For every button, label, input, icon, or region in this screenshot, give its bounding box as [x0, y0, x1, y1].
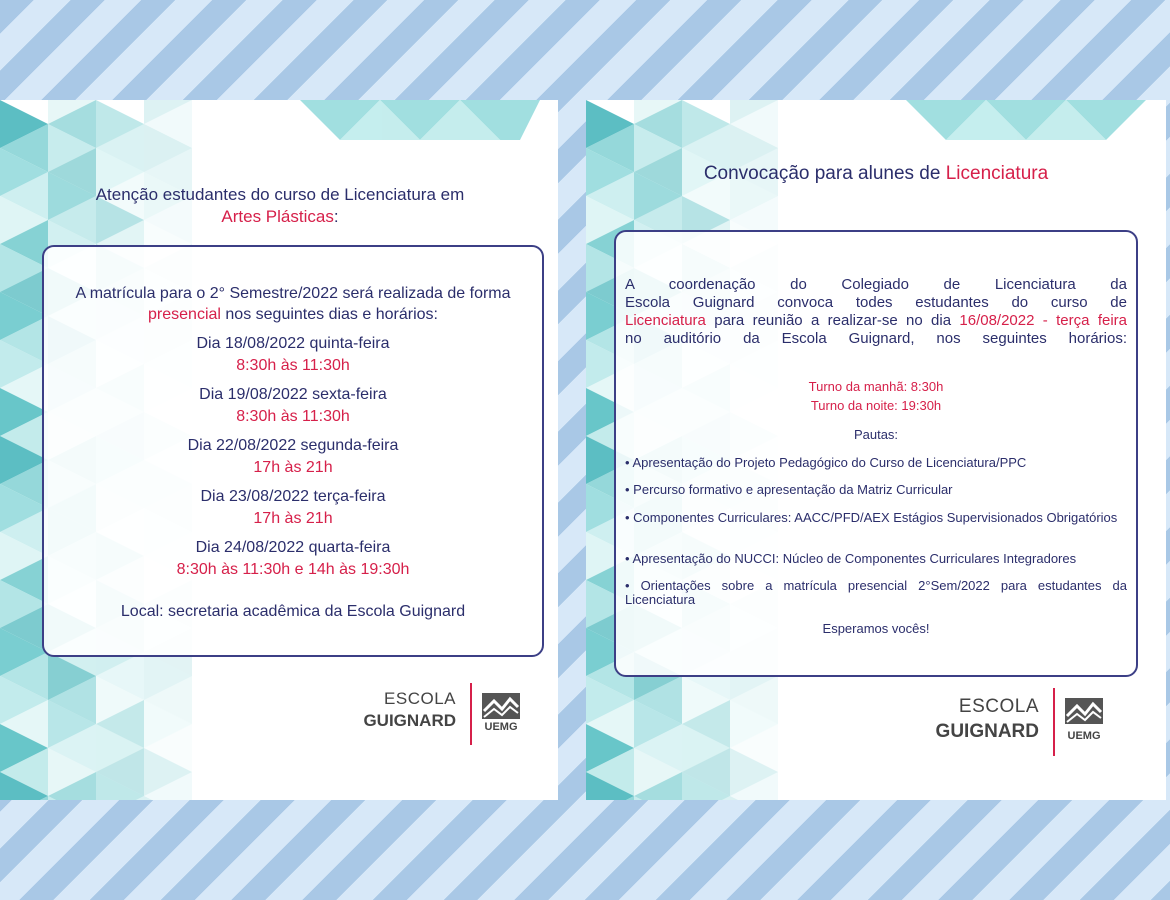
- day-label: Dia 18/08/2022 quinta-feira: [196, 335, 390, 352]
- intro-text: nos seguintes dias e horários:: [220, 306, 438, 323]
- date-highlight: 16/08/2022 - terça feira: [959, 312, 1127, 329]
- logo-divider: [470, 683, 472, 745]
- closing-text: Esperamos vocês!: [822, 621, 930, 636]
- enrollment-intro: [64, 283, 522, 325]
- turno-manha: Turno da manhã: 8:30h: [808, 379, 944, 394]
- location-text: Local: secretaria acadêmica da Escola Guignard: [120, 603, 466, 620]
- enrollment-notice-card: [0, 100, 558, 800]
- paragraph-line: no auditório da Escola Guignard, nos seguintes horários:: [625, 330, 1127, 347]
- pautas-label: Pautas:: [853, 427, 899, 442]
- schedule-day: [44, 537, 542, 581]
- meeting-notice-card: [586, 100, 1166, 800]
- escola-guignard-logo: [336, 683, 526, 745]
- intro-highlight: presencial: [148, 306, 221, 323]
- logo-escola-text: ESCOLA: [958, 696, 1039, 717]
- left-heading: [40, 184, 520, 228]
- paragraph-line: [625, 312, 1127, 330]
- heading-highlight: Licenciatura: [945, 163, 1049, 184]
- course-highlight: Licenciatura: [625, 312, 706, 329]
- intro-text: A matrícula para o 2° Semestre/2022 será realizada de forma: [75, 285, 511, 302]
- heading-line: Atenção estudantes do curso de Licenciatura em: [95, 185, 465, 204]
- logo-divider: [1053, 688, 1055, 756]
- day-label: Dia 23/08/2022 terça-feira: [200, 488, 386, 505]
- heading-colon: :: [333, 207, 339, 226]
- uemg-mountain-icon: [480, 691, 522, 721]
- day-label: Dia 22/08/2022 segunda-feira: [187, 437, 399, 454]
- day-time: 17h às 21h: [253, 510, 333, 527]
- paragraph-text: para reunião a realizar-se no dia: [705, 312, 960, 329]
- logo-uemg-text: UEMG: [484, 721, 518, 733]
- day-time: 8:30h às 11:30h: [236, 357, 350, 374]
- day-time: 17h às 21h: [253, 459, 333, 476]
- right-heading: [626, 162, 1126, 186]
- course-name-highlight: Artes Plásticas: [221, 207, 334, 226]
- meeting-paragraph: [625, 276, 1127, 348]
- logo-uemg-text: UEMG: [1067, 730, 1101, 742]
- day-label: Dia 24/08/2022 quarta-feira: [195, 539, 391, 556]
- logo-escola-text: ESCOLA: [384, 689, 456, 708]
- paragraph-line: A coordenação do Colegiado de Licenciatura da: [625, 276, 1127, 293]
- escola-guignard-logo: [899, 688, 1109, 756]
- schedule-day: [44, 435, 542, 479]
- pauta-item: • Apresentação do Projeto Pedagógico do Curso de Licenciatura/PPC: [625, 455, 1027, 470]
- schedule-day: [44, 333, 542, 377]
- uemg-mountain-icon: [1063, 696, 1105, 726]
- turno-noite: Turno da noite: 19:30h: [810, 398, 942, 413]
- day-time: 8:30h às 11:30h: [236, 408, 350, 425]
- paragraph-line: Escola Guignard convoca todes estudantes do curso de: [625, 294, 1127, 311]
- pauta-item: • Apresentação do NUCCI: Núcleo de Componentes Curriculares Integradores: [625, 551, 1077, 566]
- day-label: Dia 19/08/2022 sexta-feira: [199, 386, 387, 403]
- heading-line: [40, 206, 520, 228]
- schedule-day: [44, 486, 542, 530]
- logo-guignard-text: GUIGNARD: [363, 711, 456, 730]
- pauta-item: • Percurso formativo e apresentação da Matriz Curricular: [625, 482, 953, 497]
- pauta-item: • Orientações sobre a matrícula presencial 2°Sem/2022 para estudantes da Licenciatura: [625, 578, 1127, 607]
- heading-text: Convocação para alunes de: [703, 163, 946, 184]
- logo-guignard-text: GUIGNARD: [935, 721, 1039, 742]
- schedule-box: [42, 245, 544, 657]
- day-time: 8:30h às 11:30h e 14h às 19:30h: [176, 561, 410, 578]
- schedule-day: [44, 384, 542, 428]
- pauta-item: • Componentes Curriculares: AACC/PFD/AEX Estágios Supervisionados Obrigatórios: [625, 510, 1118, 525]
- meeting-box: [614, 230, 1138, 677]
